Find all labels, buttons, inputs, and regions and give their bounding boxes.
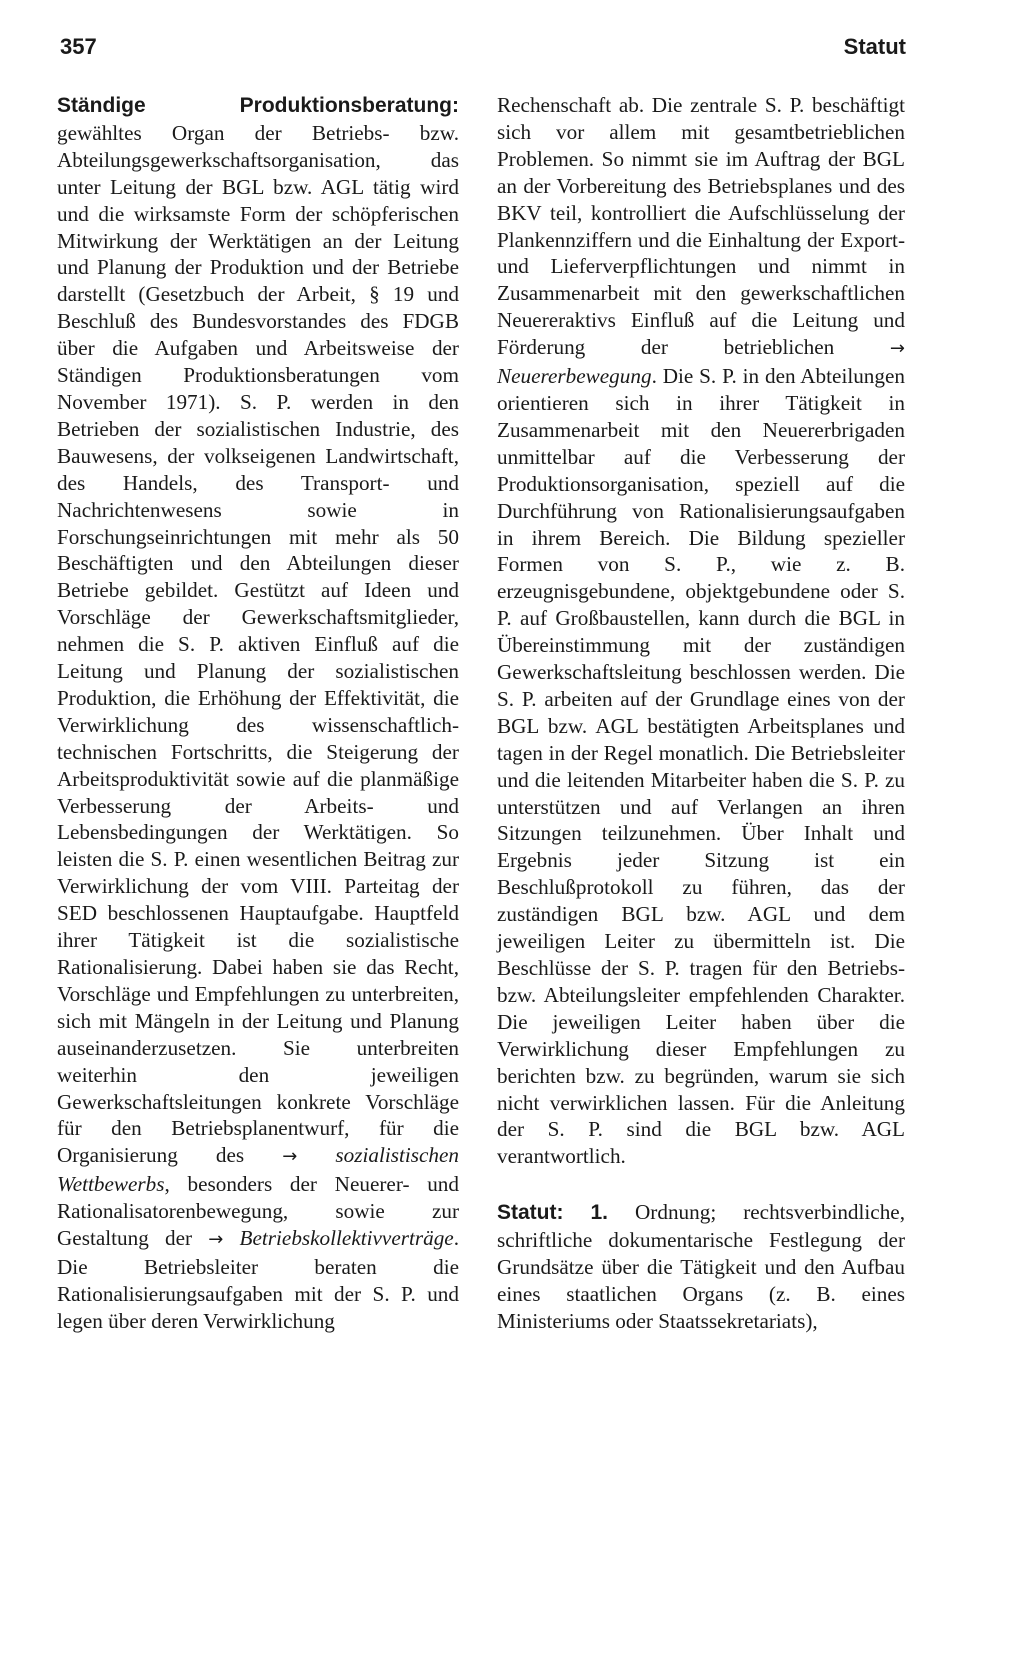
cross-reference-neuererbewegung[interactable]: Neuererbewegung (497, 364, 652, 389)
cross-reference-arrow-icon: → (889, 338, 905, 360)
entry-staendige-produktionsberatung (57, 92, 459, 1335)
entry-text: , besonders der Neuerer- und Rationalisatorenbewegung, sowie zur Gestaltung der (57, 1172, 459, 1251)
sense-number: 1. (590, 1201, 609, 1225)
entry-text: Rechenschaft ab. Die zentrale S. P. beschäftigt sich vor allem mit gesamtbetrieblichen Problemen. So nimmt sie im Auftrag der BGL an der Vorbereitung des Betriebsplanes und des BKV teil, kontrolliert die Aufschlüsselung der Plankennziffern und die Einhaltung der Export- und Lieferverpflichtungen und nimmt in Zusammenarbeit mit den gewerkschaftlichen Neuereraktivs Einfluß auf die Leitung und Förderung der betrieblichen (497, 93, 905, 360)
entry-statut (497, 1199, 905, 1335)
entry-text: . Die S. P. in den Abteilungen orientieren sich in ihrer Tätigkeit in Zusammenarbeit mit den Neuererbrigaden unmittelbar auf die Verbesserung der Produktionsorganisation, speziell auf die Durchführung von Rationalisierungsaufgaben in ihrem Bereich. Die Bildung spezieller Formen von S. P., wie z. B. erzeugnisgebundene, objektgebundene oder S. P. auf Großbaustellen, kann durch die BGL in Übereinstimmung mit der zuständigen Gewerkschaftsleitung beschlossen werden. Die S. P. arbeiten auf der Grundlage eines von der BGL bzw. AGL bestätigten Arbeitsplanes und tagen in der Regel monatlich. Die Betriebsleiter und die leitenden Mitarbeiter haben die S. P. zu unterstützen und auf Verlangen an ihren Sitzungen teilzunehmen. Über Inhalt und Ergebnis jeder Sitzung ist ein Beschlußprotokoll zu führen, das der zuständigen BGL bzw. AGL und dem jeweiligen Leiter zu übermitteln ist. Die Beschlüsse der S. P. tragen für den Betriebs- bzw. Abteilungsleiter empfehlenden Charakter. Die jeweiligen Leiter haben über die Verwirklichung dieser Empfehlungen zu berichten bzw. zu begründen, warum sie sich nicht verwirklichen lassen. Für die Anleitung der S. P. sind die BGL bzw. AGL verantwortlich. (497, 364, 905, 1169)
page-header (60, 34, 906, 66)
headword-statut: Statut: (497, 1201, 564, 1225)
page-number: 357 (60, 34, 97, 59)
running-head: Statut (843, 34, 906, 59)
cross-reference-betriebskollektivvertraege[interactable]: Betriebskollektivverträge (239, 1226, 454, 1251)
cross-reference-sozialistischer-wettbewerb[interactable]: sozialistischen Wettbewerbs (57, 1143, 459, 1197)
entry-text: gewähltes Organ der Betriebs- bzw. Abteilungsgewerkschaftsorganisation, das unter Leitung der BGL bzw. AGL tätig wird und die wirksamste Form der schöpferischen Mitwirkung der Werktätigen an der Leitung und Planung der Produktion und der Betriebe darstellt (Gesetzbuch der Arbeit, § 19 und Beschluß des Bundesvorstandes des FDGB über die Aufgaben und Arbeitsweise der Ständigen Produktionsberatungen vom November 1971). S. P. werden in den Betrieben der sozialistischen Industrie, des Bauwesens, der volkseigenen Landwirtschaft, des Handels, des Transport- und Nachrichtenwesens sowie in Forschungseinrichtungen mit mehr als 50 Beschäftigten und den Abteilungen dieser Betriebe gebildet. Gestützt auf Ideen und Vorschläge der Gewerkschaftsmitglieder, nehmen die S. P. aktiven Einfluß auf die Leitung und Planung der sozialistischen Produktion, die Erhöhung der Effektivität, die Verwirklichung des wissenschaftlich-technischen Fortschritts, die Steigerung der Arbeitsproduktivität sowie auf die planmäßige Verbesserung der Arbeits- und Lebensbedingungen der Werktätigen. So leisten die S. P. einen wesentlichen Beitrag zur Verwirklichung der vom VIII. Parteitag der SED beschlossenen Hauptaufgabe. Hauptfeld ihrer Tätigkeit ist die sozialistische Rationalisierung. Dabei haben sie das Recht, Vorschläge und Empfehlungen zu unterbreiten, sich mit Mängeln in der Leitung und Planung auseinanderzusetzen. Sie unterbreiten weiterhin den jeweiligen Gewerkschaftsleitungen konkrete Vorschläge für den Betriebsplanentwurf, für die Organisierung des (57, 120, 459, 1168)
headword-staendige-produktionsberatung: Ständige Produktionsberatung: (57, 94, 459, 117)
entry-continuation (497, 92, 905, 1170)
cross-reference-arrow-icon: → (208, 1229, 224, 1251)
cross-reference-arrow-icon: → (282, 1146, 298, 1168)
entry-text: . Die Betriebsleiter beraten die Rationalisierungsaufgaben mit der S. P. und legen über deren Verwirklichung (57, 1226, 459, 1333)
entry-text: Ordnung; rechtsverbindliche, schriftliche dokumentarische Festlegung der Grundsätze über die Tätigkeit und den Aufbau eines staatlichen Organs (z. B. eines Ministeriums oder Staatssekretariats), (497, 1200, 905, 1333)
left-column (57, 92, 459, 1364)
right-column (497, 92, 905, 1364)
